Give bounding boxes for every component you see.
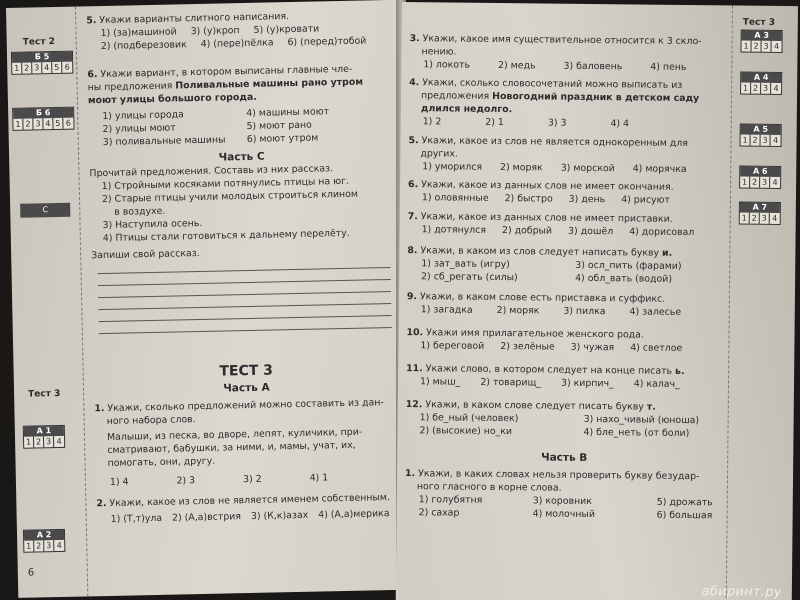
left-content xyxy=(86,0,391,525)
question-5: 5. Укажи, какое из слов не является однокоренным для других. 1) уморился 2) моряк 3) морской 4) морячка xyxy=(408,134,726,176)
question-text-cont: предложения xyxy=(420,90,490,102)
question-text-cont: ны предложения xyxy=(87,80,173,94)
option: 1) оловянные xyxy=(421,192,489,204)
option: 3) кирпич_ xyxy=(560,377,614,390)
question-3: 3. Укажи, какое имя существительное относится к 3 скло- нению. 1) локоть 2) медь 3) баловень 4) пень xyxy=(409,32,727,74)
question-text: Укажи вариант, в котором выписаны главные чле- xyxy=(100,63,353,81)
answer-grid-b5[interactable] xyxy=(11,51,73,75)
option: 2) (А,а)встрия xyxy=(171,511,242,524)
grid-cells: 1 2 3 4 5 6 xyxy=(15,118,72,129)
question-9: 9. Укажи, в каком слове есть приставка и суффикс. 1) загадка 2) моряк 3) пилка 4) залесье xyxy=(407,290,725,319)
option: 2) сахар xyxy=(418,507,460,519)
option: 5) моют рано xyxy=(246,119,312,132)
option: 3) осл_пить (фарами) xyxy=(575,259,682,272)
question-12: 12. Укажи, в каком слове следует писать букву т. 1) бе_ный (человек) 3) нахо_чивый (юноша) 2) (высокие) но_ки 4) бле_неть (от боли) xyxy=(405,398,723,440)
answer-grid-a1[interactable] xyxy=(23,425,65,449)
grid-header: А 5 xyxy=(741,125,781,135)
question-text: Укажи, сколько словосочетаний можно выписать из xyxy=(422,77,683,91)
option: 3) чужая xyxy=(570,341,615,354)
option: 3) поливальные машины xyxy=(102,134,226,149)
option: 1) загадка xyxy=(420,304,473,316)
answer-line[interactable] xyxy=(98,267,391,274)
option: 1) береговой xyxy=(420,340,485,352)
story-sentence: 3) Наступила осень. xyxy=(102,217,203,232)
answer-line[interactable] xyxy=(98,279,391,286)
question-text: Укажи варианты слитного написания. xyxy=(99,11,290,27)
answer-grid-a3[interactable]: А 3 1 2 3 4 xyxy=(740,30,782,53)
option: 3) пилка xyxy=(563,305,606,318)
grid-header: А 7 xyxy=(740,203,780,213)
options xyxy=(96,470,401,489)
option: 4) морячка xyxy=(632,163,687,175)
option: 4) (пере)пёлка xyxy=(200,37,274,50)
grid-header: А 1 xyxy=(24,426,64,437)
option: 4) (А,а)мерика xyxy=(318,508,390,521)
letter: ь. xyxy=(675,365,685,377)
option: 2) моряк xyxy=(500,162,543,174)
story-sentence: в воздухе. xyxy=(114,205,166,218)
page-number: 6 xyxy=(27,567,35,579)
options xyxy=(408,160,726,176)
grid-header: А 2 xyxy=(24,530,64,541)
question-text: Укажи, сколько предложений можно составить из дан- xyxy=(107,397,384,414)
options xyxy=(405,411,723,440)
option: 1) (Т,т)ула xyxy=(110,512,163,525)
story-sentence: 2) Старые птицы учили молодых строиться клином xyxy=(101,188,359,206)
question-text-cont: ного набора слов. xyxy=(106,414,196,427)
question-text: Укажи, в каком из слов следует написать букву xyxy=(420,245,660,259)
letter: и. xyxy=(661,247,673,259)
grid-cells: 1 2 3 4 xyxy=(26,540,62,551)
answer-grid-a7[interactable]: А 7 1 2 3 4 xyxy=(739,202,781,225)
answer-margin-right xyxy=(726,5,798,600)
question-number: 6. xyxy=(87,69,98,81)
option: 3) нахо_чивый (юноша) xyxy=(583,413,700,427)
grid-header: А 3 xyxy=(742,31,782,41)
options xyxy=(97,507,402,526)
options xyxy=(88,104,394,149)
options xyxy=(86,21,391,53)
answer-grid-a5[interactable]: А 5 1 2 3 4 xyxy=(740,124,782,147)
option: 1) мыш_ xyxy=(419,376,461,388)
options xyxy=(407,257,725,286)
grid-header: А 6 xyxy=(740,167,780,177)
answer-line[interactable] xyxy=(99,315,392,322)
option: 2) добрый xyxy=(501,225,553,237)
left-page xyxy=(6,0,410,598)
option: 3) дошёл xyxy=(568,225,614,238)
options xyxy=(406,339,724,355)
option: 2) улицы моют xyxy=(102,122,176,136)
question-7: 7. Укажи, какое из данных слов не имеет приставки. 1) дотянулся 2) добрый 3) дошёл 4) дорисовал xyxy=(408,210,726,239)
option: 1) улицы города xyxy=(102,109,184,123)
option: 4) бле_неть (от боли) xyxy=(583,426,690,440)
question-sentence: Новогодний праздник в детском саду длился недолго. xyxy=(420,90,700,116)
answer-grid-a6[interactable]: А 6 1 2 3 4 xyxy=(739,166,781,189)
test-title: ТЕСТ 3 xyxy=(219,362,274,380)
option: 2) сб_регать (силы) xyxy=(421,271,518,284)
grid-header: А 4 xyxy=(741,73,781,83)
answer-margin-left xyxy=(6,7,88,598)
option: 3) день xyxy=(568,193,606,206)
option: 2) 1 xyxy=(485,116,504,129)
question-text: Укажи, какое из данных слов не имеет приставки. xyxy=(420,211,673,225)
question-5 xyxy=(86,8,392,53)
question-number: 5. xyxy=(86,15,97,27)
question-6: 6. Укажи, какое из данных слов не имеет окончания. 1) оловянные 2) быстро 3) день 4) рисуют xyxy=(408,178,726,207)
option: 1) 2 xyxy=(422,116,442,128)
options xyxy=(408,223,726,239)
margin-test3-label: Тест 3 xyxy=(27,388,61,400)
option: 3) (у)кроп xyxy=(190,25,240,38)
option: 3) (К,к)азах xyxy=(250,509,309,522)
word-set: помогать, они, другу. xyxy=(107,455,216,469)
option: 1) бе_ный (человек) xyxy=(419,412,519,425)
right-content xyxy=(405,2,728,522)
option: 2) товарищ_ xyxy=(480,376,542,389)
option: 5) (у)кровати xyxy=(253,23,320,36)
option: 1) голубятня xyxy=(418,494,483,506)
option: 2) 3 xyxy=(176,475,196,487)
question-10: 10. Укажи имя прилагательное женского рода. 1) береговой 2) зелёные 3) чужая 4) светлое xyxy=(406,326,724,355)
grid-header: Б 6 xyxy=(13,108,73,119)
option: 2) зелёные xyxy=(500,341,555,353)
question-text-cont: ного гласного в корне слова. xyxy=(416,481,562,494)
answer-line[interactable] xyxy=(99,327,392,334)
options xyxy=(405,493,723,522)
part-c-instruction: Прочитай предложения. Составь из них рассказ. xyxy=(89,163,334,180)
question-text: Укажи, в каких словах нельзя проверить букву безудар- xyxy=(418,468,700,483)
option: 6) большая xyxy=(656,509,713,522)
question-number: 1. xyxy=(94,403,105,415)
option: 1) (за)машиной xyxy=(100,26,177,40)
question-6 xyxy=(87,62,394,149)
options xyxy=(408,191,726,207)
story-sentence: 4) Птицы стали готовиться к дальнему перелёту. xyxy=(102,227,350,245)
word-set: Малыши, из песка, во дворе, лепят, куличики, при- xyxy=(106,426,363,443)
part-b: Часть В 1. Укажи, в каких словах нельзя проверить букву безудар- ного гласного в корне слова. 1) голубятня 3) коровник 5) дрожать 2) сахар 4) молочный 6) большая xyxy=(405,450,724,522)
question-2 xyxy=(96,491,402,526)
question-11: 11. Укажи слово, в котором следует на конце писать ь. 1) мыш_ 2) товарищ_ 3) кирпич_ 4) калач_ xyxy=(406,362,724,391)
option: 6) моют утром xyxy=(246,132,319,145)
question-text: Укажи, в каком слове следует писать букву xyxy=(425,399,644,413)
option: 4) 4 xyxy=(610,118,630,130)
option: 4) светлое xyxy=(630,342,683,354)
question-4: 4. Укажи, сколько словосочетаний можно выписать из предложения Новогодний праздник в детском саду длился недолго. 1) 2 2) 1 3) 3 4) 4 xyxy=(409,76,728,131)
part-a-title: Часть А xyxy=(223,381,270,395)
question-text: Укажи имя прилагательное женского рода. xyxy=(426,327,644,341)
question-text: Укажи, какое из слов не является однокоренным для xyxy=(421,135,688,150)
option: 4) калач_ xyxy=(633,378,680,390)
option: 1) дотянулся xyxy=(421,224,487,236)
grid-cells: 1 2 3 4 5 6 xyxy=(14,62,70,73)
option: 4) залесье xyxy=(629,306,682,318)
answer-line[interactable] xyxy=(98,291,391,298)
option: 2) (подберезовик xyxy=(100,39,187,53)
part-c-title: Часть С xyxy=(218,150,265,164)
option: 1) 4 xyxy=(109,476,129,488)
grid-header: Б 5 xyxy=(12,52,72,63)
write-prompt: Запиши свой рассказ. xyxy=(91,247,200,262)
option: 1) зат_вать (игру) xyxy=(421,258,510,271)
question-text: Укажи, какое из данных слов не имеет окончания. xyxy=(421,179,674,193)
options xyxy=(409,115,727,131)
question-text: Укажи слово, в котором следует на конце писать xyxy=(425,363,673,377)
options xyxy=(409,58,727,74)
option: 1) уморился xyxy=(422,161,483,173)
question-text: Укажи, какое имя существительное относится к 3 скло- xyxy=(422,33,702,48)
option: 6) (перед)тобой xyxy=(287,35,367,49)
right-page xyxy=(396,2,798,600)
options xyxy=(407,303,725,319)
option: 3) коровник xyxy=(532,495,592,508)
question-number: 2. xyxy=(96,498,107,510)
story-sentence: 1) Стройными косяками потянулись птицы на юг. xyxy=(101,175,350,193)
answer-box-c[interactable]: С xyxy=(20,203,70,218)
watermark: абиринт.ру xyxy=(701,584,782,600)
margin-test3-label: Тест 3 xyxy=(742,17,776,28)
question-text: Укажи, какое из слов не является именем собственным. xyxy=(109,492,391,509)
test-3-section xyxy=(94,362,402,526)
option: 4) пень xyxy=(650,61,687,73)
option: 2) моряк xyxy=(496,305,540,317)
question-text: Укажи, в каком слове есть приставка и суффикс. xyxy=(419,291,666,305)
option: 2) быстро xyxy=(504,193,553,205)
options xyxy=(406,375,724,391)
part-c xyxy=(89,148,398,334)
part-b-title: Часть В xyxy=(541,451,588,464)
margin-test2-label: Тест 2 xyxy=(22,36,56,48)
option: 3) 3 xyxy=(547,117,567,129)
answer-grid-b6[interactable] xyxy=(12,107,74,131)
option: 5) дрожать xyxy=(656,496,713,509)
grid-cells: 1 2 3 4 xyxy=(25,436,62,447)
answer-line[interactable] xyxy=(98,303,391,310)
question-text-cont: нению. xyxy=(421,46,457,58)
option: 4) 1 xyxy=(309,472,329,484)
option: 2) (высокие) но_ки xyxy=(419,425,513,438)
option: 3) баловень xyxy=(563,60,623,73)
option: 4) молочный xyxy=(532,508,596,521)
option: 2) медь xyxy=(498,60,536,72)
question-text-cont: других. xyxy=(420,148,458,160)
answer-grid-a4[interactable]: А 4 1 2 3 4 xyxy=(740,72,782,95)
option: 1) локоть xyxy=(423,59,471,71)
question-8: 8. Укажи, в каком из слов следует написать букву и. 1) зат_вать (игру) 3) осл_пить (фарами) 2) сб_регать (силы) 4) обл_вать (водой) xyxy=(407,244,725,286)
letter: т. xyxy=(646,401,656,413)
option: 4) обл_вать (водой) xyxy=(575,272,673,285)
option: 4) рисуют xyxy=(621,194,670,206)
option: 3) морской xyxy=(560,162,615,175)
option: 4) дорисовал xyxy=(629,226,695,239)
question-sentence: Поливальные машины рано утром моют улицы большого города. xyxy=(87,76,364,107)
answer-grid-a2[interactable] xyxy=(23,529,65,553)
option: 3) 2 xyxy=(242,473,262,486)
question-1 xyxy=(94,396,401,489)
word-set: сматривают, бабушки, за ними, и, мамы, учат, их, xyxy=(107,439,356,456)
option: 4) машины моют xyxy=(246,106,330,119)
